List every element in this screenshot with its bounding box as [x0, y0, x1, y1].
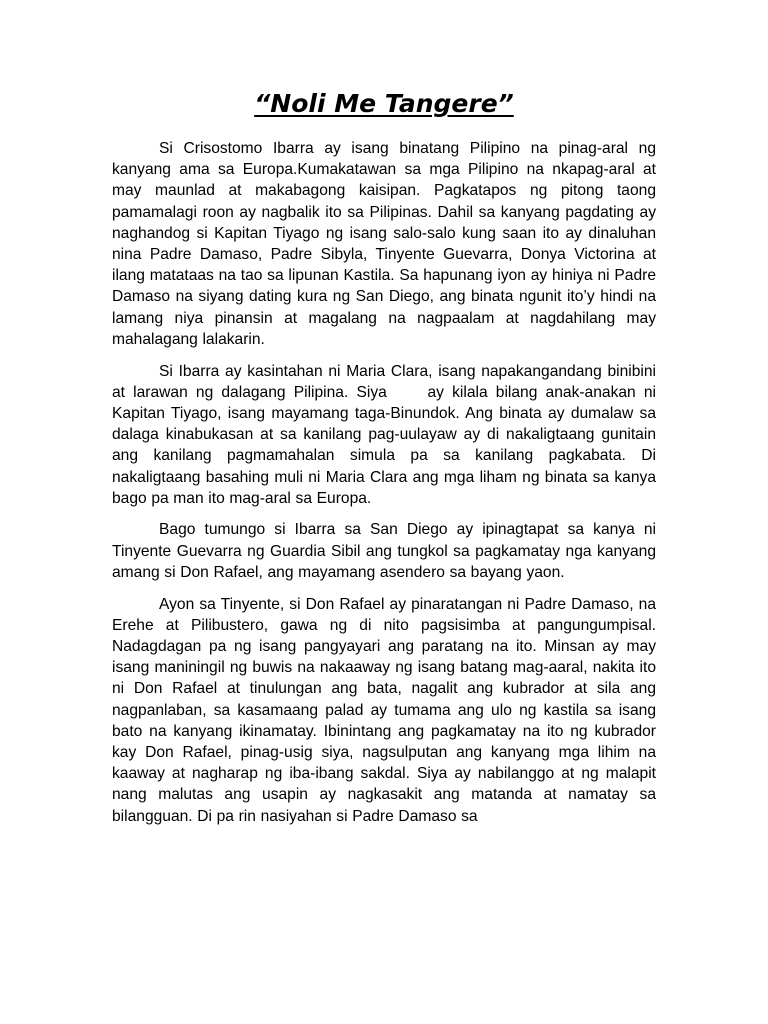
paragraph-2: Si Ibarra ay kasintahan ni Maria Clara, isang napakangandang binibini at larawan ng dalagang Pilipina. Siya ay kilala bilang anak-anakan ni Kapitan Tiyago, isang mayamang taga-Binundok. Ang binata ay dumalaw sa dalaga kinabukasan at sa kanilang pag-uulayaw ay di nakaligtaang gunitain ang kanilang pagmamahalan simula pa sa kanilang pagkabata. Di nakaligtaang basahing muli ni Maria Clara ang mga liham ng binata sa kanya bago pa man ito mag-aral sa Europa. [112, 362, 661, 507]
paragraph-4: Ayon sa Tinyente, si Don Rafael ay pinaratangan ni Padre Damaso, na Erehe at Pilibustero, gawa ng di nito pagsisimba at pangungumpisal. Nadagdagan pa ng isang pangyayari ang paratang na ito. Minsan ay may isang maniningil ng buwis na nakaaway ng isang batang mag-aaral, nakita ito ni Don Rafael at tinulungan ang bata, nagalit ang kubrador at sila ang nagpanlaban, sa kasamaang palad ay tumama ang ulo ng kastila sa isang bato na kanyang ikinamatay. Ibinintang ang pagkamatay na ito ng kubrador kay Don Rafael, pinag-usig siya, nagsulputan ang kanyang mga lihim na kaaway at nagharap ng iba-ibang sakdal. Siya ay nabilanggo at ng malapit nang malutas ang usapin ay nagkasakit ang matanda at namatay sa bilangguan. Di pa rin nasiyahan si Padre Damaso sa [112, 595, 656, 825]
paragraph-3: Bago tumungo si Ibarra sa San Diego ay ipinagtapat sa kanya ni Tinyente Guevarra ng Guardia Sibil ang tungkol sa pagkamatay nga kanyang amang si Don Rafael, ang mayamang asendero sa bayang yaon. [112, 521, 656, 581]
document-body [112, 138, 661, 827]
paragraph-1: Si Crisostomo Ibarra ay isang binatang Pilipino na pinag-aral ng kanyang ama sa Europa.Kumakatawan sa mga Pilipino na nkapag-aral at may maunlad at makabagong kaisipan. Pagkatapos ng pitong taong pamamalagi roon ay nagbalik ito sa Pilipinas. Dahil sa kanyang pagdating ay naghandog si Kapitan Tiyago ng isang salo-salo kung saan ito ay dinaluhan nina Padre Damaso, Padre Sibyla, Tinyente Guevarra, Donya Victorina at ilang matataas na tao sa lipunan Kastila. Sa hapunang iyon ay hiniya ni Padre Damaso na siyang dating kura ng San Diego, ang binata ngunit ito’y hindi na lamang niya pinansin at magalang na nagpaalam at nagdahilang may mahalagang lalakarin. [112, 140, 656, 348]
document-title: “Noli Me Tangere” [254, 89, 514, 118]
